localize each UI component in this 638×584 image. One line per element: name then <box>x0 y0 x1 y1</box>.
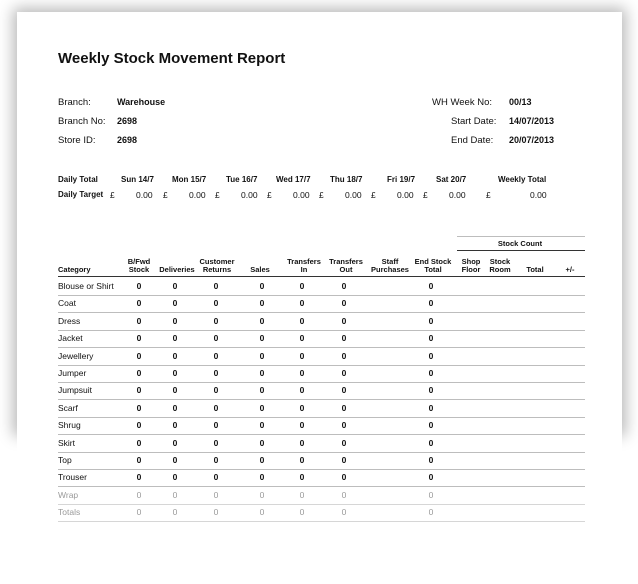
row-cell: 0 <box>136 403 142 413</box>
row-cell: 0 <box>136 438 142 448</box>
row-cell: 0 <box>136 507 142 517</box>
row-cell: 0 <box>428 420 434 430</box>
branch-value: Warehouse <box>117 97 166 107</box>
store-id-value: 2698 <box>117 135 138 145</box>
start-date-value: 14/07/2013 <box>509 116 555 126</box>
column-header-staff-purchases <box>369 258 411 274</box>
currency-symbol: £ <box>110 190 115 200</box>
row-cell: 0 <box>259 351 265 361</box>
row-category: Scarf <box>58 403 78 413</box>
branch-no-value: 2698 <box>117 116 138 126</box>
header-line: Transfers <box>287 257 321 266</box>
row-divider <box>58 312 585 313</box>
column-header-sales: Sales <box>250 265 270 274</box>
row-cell: 0 <box>341 385 347 395</box>
row-cell: 0 <box>213 403 219 413</box>
row-cell: 0 <box>259 368 265 378</box>
row-cell: 0 <box>259 472 265 482</box>
row-divider <box>58 504 585 505</box>
daily-target-value: 0.00 <box>241 190 258 200</box>
row-category: Skirt <box>58 438 75 448</box>
row-cell: 0 <box>341 351 347 361</box>
daily-total-label: Daily Total <box>58 175 98 184</box>
row-cell: 0 <box>341 472 347 482</box>
row-cell: 0 <box>213 385 219 395</box>
day-header: Thu 18/7 <box>330 175 363 184</box>
row-cell: 0 <box>213 298 219 308</box>
row-cell: 0 <box>213 455 219 465</box>
currency-symbol: £ <box>163 190 168 200</box>
header-line: Shop <box>461 257 481 266</box>
row-cell: 0 <box>299 351 305 361</box>
row-cell: 0 <box>299 316 305 326</box>
row-category: Blouse or Shirt <box>58 281 114 291</box>
row-category: Jumpsuit <box>58 385 93 395</box>
row-cell: 0 <box>213 490 219 500</box>
currency-symbol: £ <box>319 190 324 200</box>
column-header-customer-returns <box>196 258 238 274</box>
row-cell: 0 <box>341 507 347 517</box>
row-divider <box>58 365 585 366</box>
weekly-target-value: 0.00 <box>530 190 547 200</box>
row-cell: 0 <box>299 385 305 395</box>
row-cell: 0 <box>299 472 305 482</box>
wh-week-label: WH Week No: <box>432 97 493 108</box>
weekly-total-header: Weekly Total <box>498 175 547 184</box>
row-cell: 0 <box>136 351 142 361</box>
row-cell: 0 <box>299 298 305 308</box>
row-cell: 0 <box>136 281 142 291</box>
row-cell: 0 <box>259 333 265 343</box>
currency-symbol: £ <box>486 190 491 200</box>
column-header-transfers-out <box>326 258 366 274</box>
row-cell: 0 <box>341 298 347 308</box>
column-header-category: Category <box>58 265 91 274</box>
stock-count-underline <box>457 250 585 251</box>
report-page <box>17 12 622 432</box>
header-line: Stock <box>128 265 150 274</box>
row-cell: 0 <box>172 351 178 361</box>
day-header: Sun 14/7 <box>121 175 154 184</box>
row-cell: 0 <box>213 438 219 448</box>
column-header-difference: +/- <box>565 265 575 274</box>
daily-target-value: 0.00 <box>189 190 206 200</box>
row-cell: 0 <box>428 472 434 482</box>
row-cell: 0 <box>259 490 265 500</box>
row-cell: 0 <box>213 368 219 378</box>
currency-symbol: £ <box>423 190 428 200</box>
row-cell: 0 <box>428 455 434 465</box>
row-cell: 0 <box>213 420 219 430</box>
daily-target-value: 0.00 <box>293 190 310 200</box>
row-cell: 0 <box>428 298 434 308</box>
row-cell: 0 <box>299 438 305 448</box>
header-line: Staff <box>381 257 399 266</box>
row-cell: 0 <box>259 438 265 448</box>
header-line: Returns <box>202 265 232 274</box>
currency-symbol: £ <box>267 190 272 200</box>
row-cell: 0 <box>341 333 347 343</box>
row-category: Totals <box>58 507 81 517</box>
row-cell: 0 <box>172 455 178 465</box>
header-line: Room <box>489 265 511 274</box>
row-cell: 0 <box>172 298 178 308</box>
header-line: End Stock <box>414 257 452 266</box>
daily-target-value: 0.00 <box>397 190 414 200</box>
branch-label: Branch: <box>58 97 91 108</box>
column-header-total: Total <box>526 265 544 274</box>
row-cell: 0 <box>341 490 347 500</box>
row-cell: 0 <box>172 420 178 430</box>
row-cell: 0 <box>428 316 434 326</box>
day-header: Tue 16/7 <box>226 175 258 184</box>
day-header: Sat 20/7 <box>436 175 467 184</box>
row-divider <box>58 330 585 331</box>
row-cell: 0 <box>136 472 142 482</box>
row-category: Trouser <box>58 472 87 482</box>
row-cell: 0 <box>299 490 305 500</box>
header-line: Out <box>339 265 353 274</box>
row-cell: 0 <box>299 368 305 378</box>
row-divider <box>58 434 585 435</box>
row-divider <box>58 521 585 522</box>
row-cell: 0 <box>428 333 434 343</box>
row-cell: 0 <box>172 316 178 326</box>
row-cell: 0 <box>299 507 305 517</box>
row-divider <box>58 347 585 348</box>
row-cell: 0 <box>259 420 265 430</box>
row-cell: 0 <box>428 368 434 378</box>
row-cell: 0 <box>299 281 305 291</box>
row-cell: 0 <box>428 507 434 517</box>
row-category: Shrug <box>58 420 81 430</box>
row-category: Wrap <box>58 490 79 500</box>
row-cell: 0 <box>136 385 142 395</box>
row-cell: 0 <box>172 368 178 378</box>
daily-target-value: 0.00 <box>449 190 466 200</box>
day-header: Fri 19/7 <box>387 175 416 184</box>
row-divider <box>58 295 585 296</box>
store-id-label: Store ID: <box>58 135 96 146</box>
wh-week-value: 00/13 <box>509 97 532 107</box>
stock-count-header: Stock Count <box>497 239 543 248</box>
row-cell: 0 <box>136 420 142 430</box>
header-line: Transfers <box>329 257 363 266</box>
report-page-fade <box>17 420 622 530</box>
row-cell: 0 <box>428 351 434 361</box>
row-cell: 0 <box>136 368 142 378</box>
start-date-label: Start Date: <box>451 116 497 127</box>
row-cell: 0 <box>341 368 347 378</box>
day-header: Wed 17/7 <box>276 175 311 184</box>
header-line: Purchases <box>371 265 409 274</box>
header-rule <box>58 276 585 277</box>
row-divider <box>58 399 585 400</box>
row-cell: 0 <box>172 438 178 448</box>
row-cell: 0 <box>428 438 434 448</box>
row-category: Jacket <box>58 333 83 343</box>
page-title: Weekly Stock Movement Report <box>58 50 286 67</box>
row-cell: 0 <box>213 281 219 291</box>
header-line: Floor <box>461 265 481 274</box>
column-header-deliveries: Deliveries <box>159 265 195 274</box>
row-cell: 0 <box>136 298 142 308</box>
row-cell: 0 <box>213 472 219 482</box>
row-cell: 0 <box>213 351 219 361</box>
row-cell: 0 <box>259 385 265 395</box>
branch-no-label: Branch No: <box>58 116 106 127</box>
row-cell: 0 <box>172 333 178 343</box>
row-cell: 0 <box>428 385 434 395</box>
header-line: B/Fwd <box>127 257 151 266</box>
row-divider <box>58 417 585 418</box>
row-cell: 0 <box>341 420 347 430</box>
row-cell: 0 <box>341 455 347 465</box>
column-header-shop-floor <box>457 258 485 274</box>
end-date-label: End Date: <box>451 135 494 146</box>
row-category: Jumper <box>58 368 87 378</box>
row-cell: 0 <box>172 403 178 413</box>
column-header-end-stock-total <box>413 258 453 274</box>
day-header: Mon 15/7 <box>172 175 207 184</box>
row-cell: 0 <box>213 507 219 517</box>
row-cell: 0 <box>213 333 219 343</box>
row-divider <box>58 469 585 470</box>
column-header-transfers-in <box>284 258 324 274</box>
column-header-bfwd-stock <box>122 258 156 274</box>
row-cell: 0 <box>259 455 265 465</box>
daily-target-value: 0.00 <box>136 190 153 200</box>
row-cell: 0 <box>428 403 434 413</box>
column-header-stock-room <box>486 258 514 274</box>
row-category: Coat <box>58 298 76 308</box>
row-cell: 0 <box>259 281 265 291</box>
row-cell: 0 <box>213 316 219 326</box>
daily-target-label: Daily Target <box>58 190 104 199</box>
row-category: Jewellery <box>58 351 94 361</box>
header-line: In <box>300 265 308 274</box>
header-line: Total <box>424 265 442 274</box>
row-cell: 0 <box>341 316 347 326</box>
row-cell: 0 <box>172 490 178 500</box>
row-cell: 0 <box>259 403 265 413</box>
row-cell: 0 <box>136 455 142 465</box>
header-line: Customer <box>199 257 235 266</box>
row-cell: 0 <box>341 281 347 291</box>
row-cell: 0 <box>136 316 142 326</box>
row-cell: 0 <box>299 420 305 430</box>
row-cell: 0 <box>299 403 305 413</box>
row-divider <box>58 452 585 453</box>
row-divider <box>58 486 585 487</box>
stock-count-top-rule <box>457 236 585 237</box>
row-cell: 0 <box>172 281 178 291</box>
row-cell: 0 <box>428 281 434 291</box>
end-date-value: 20/07/2013 <box>509 135 555 145</box>
row-cell: 0 <box>136 333 142 343</box>
header-line: Stock <box>489 257 511 266</box>
row-cell: 0 <box>259 316 265 326</box>
row-cell: 0 <box>259 298 265 308</box>
row-cell: 0 <box>299 333 305 343</box>
row-category: Top <box>58 455 72 465</box>
row-cell: 0 <box>259 507 265 517</box>
daily-target-value: 0.00 <box>345 190 362 200</box>
row-category: Dress <box>58 316 81 326</box>
row-cell: 0 <box>341 438 347 448</box>
currency-symbol: £ <box>371 190 376 200</box>
row-cell: 0 <box>136 490 142 500</box>
row-cell: 0 <box>428 490 434 500</box>
row-cell: 0 <box>299 455 305 465</box>
currency-symbol: £ <box>215 190 220 200</box>
row-cell: 0 <box>172 472 178 482</box>
row-cell: 0 <box>172 507 178 517</box>
row-cell: 0 <box>341 403 347 413</box>
row-divider <box>58 382 585 383</box>
row-cell: 0 <box>172 385 178 395</box>
